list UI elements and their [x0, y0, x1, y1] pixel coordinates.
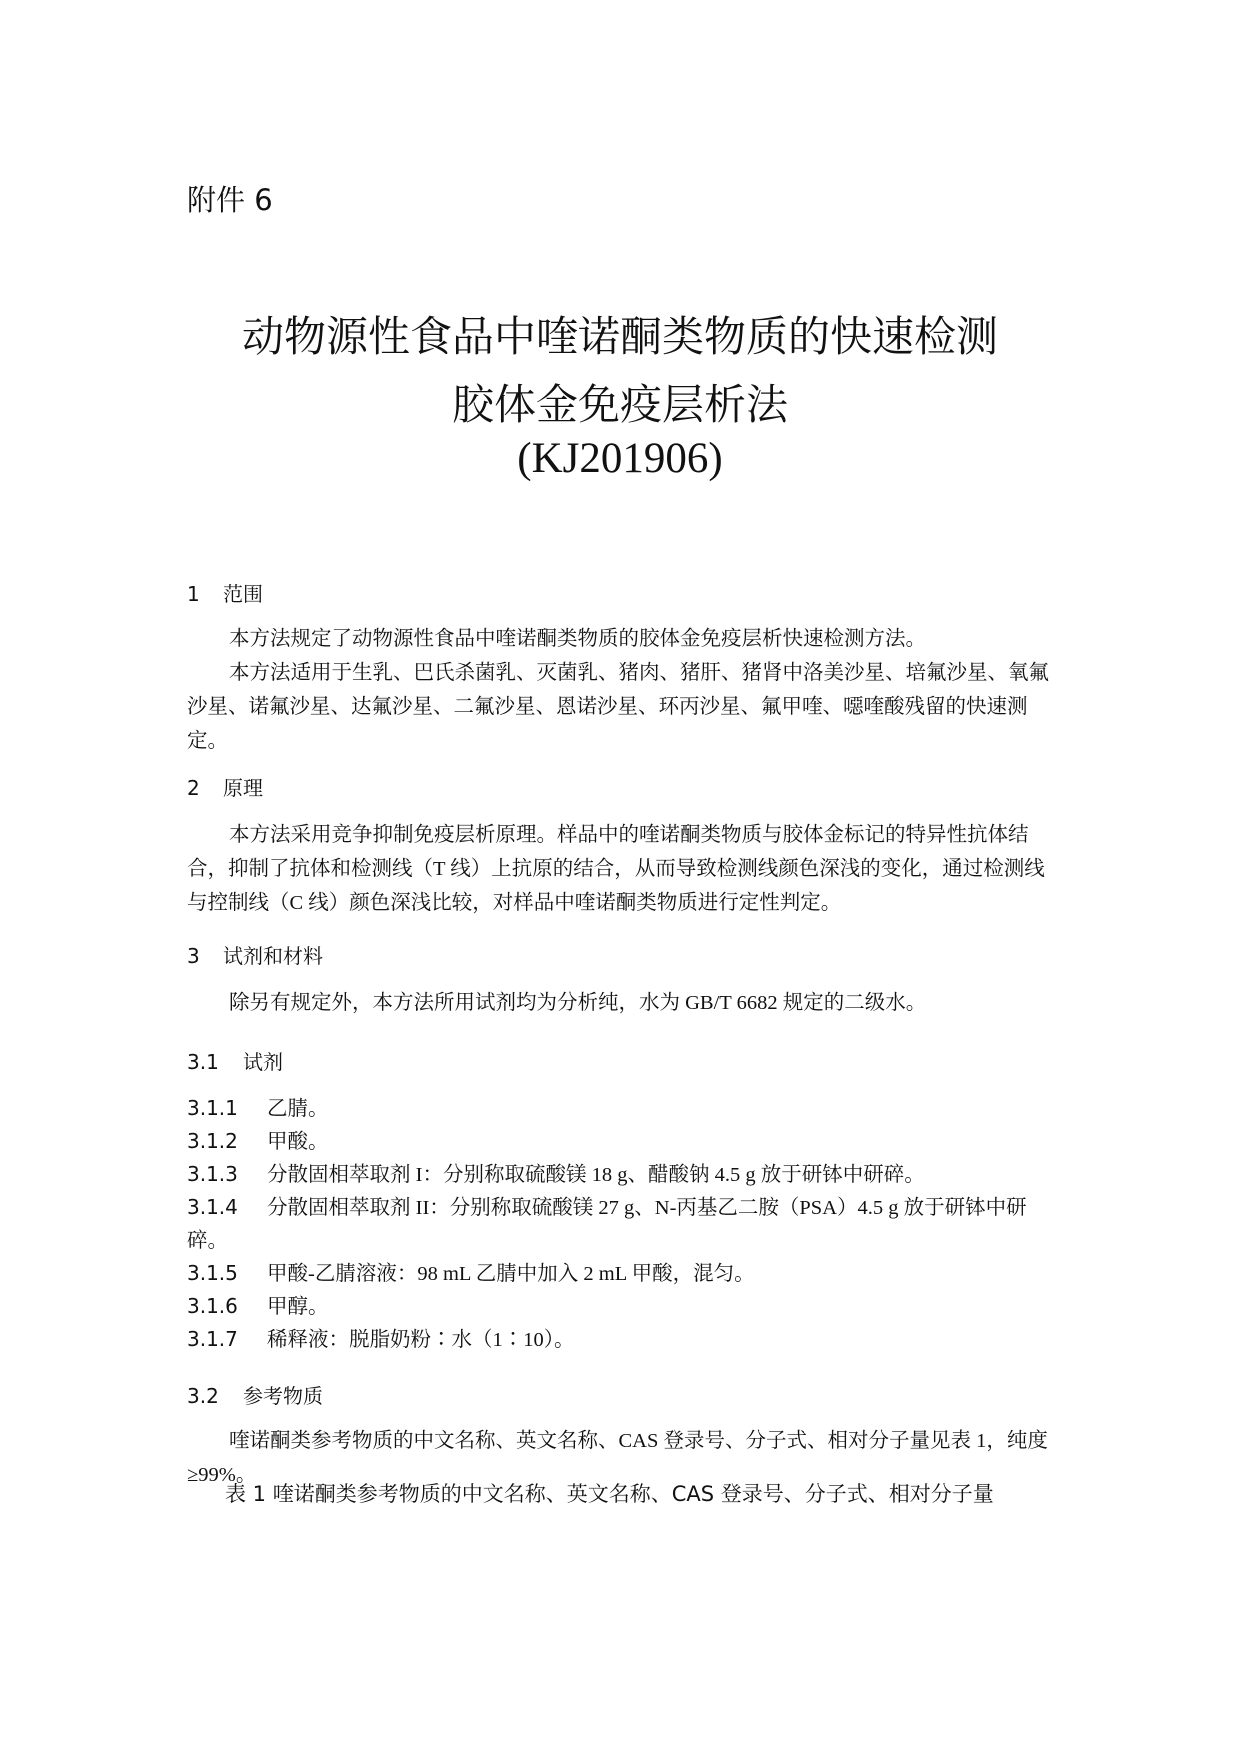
paragraph-text: 除另有规定外，本方法所用试剂均为分析纯，水为 GB/T 6682 规定的二级水。	[229, 992, 927, 1014]
reagent-item	[187, 1290, 1057, 1324]
reagent-item	[187, 1323, 1057, 1357]
paragraph-text: 本方法规定了动物源性食品中喹诺酮类物质的胶体金免疫层析快速检测方法。	[229, 628, 926, 650]
section-title: 原理	[223, 776, 263, 800]
reagent-item	[187, 1092, 1057, 1126]
section-number: 3	[187, 944, 200, 968]
section-number: 2	[187, 776, 200, 800]
reagent-item	[187, 1257, 1057, 1291]
section-1-paragraph-1	[187, 622, 1057, 656]
item-number: 3.1.7	[187, 1327, 238, 1351]
item-number: 3.1.4	[187, 1195, 238, 1219]
section-2-paragraph-1	[187, 818, 1057, 920]
reagent-item	[187, 1125, 1057, 1159]
item-text: 稀释液：脱脂奶粉∶水（1∶10）。	[267, 1329, 575, 1351]
item-text: 甲醇。	[267, 1296, 329, 1318]
section-2-heading	[187, 772, 263, 801]
section-1-paragraph-2	[187, 656, 1057, 758]
reagent-item	[187, 1191, 1057, 1258]
section-number: 3.1	[187, 1050, 219, 1074]
item-number: 3.1.2	[187, 1129, 238, 1153]
item-text: 甲酸。	[267, 1131, 329, 1153]
section-1-heading	[187, 578, 263, 607]
section-number: 1	[187, 582, 200, 606]
doc-title-line1: 动物源性食品中喹诺酮类物质的快速检测	[241, 312, 998, 361]
doc-title-line2: 胶体金免疫层析法	[451, 380, 788, 429]
section-3-paragraph-1	[187, 986, 1057, 1020]
section-title: 范围	[223, 582, 263, 606]
section-3-1-heading	[187, 1046, 283, 1075]
section-title: 试剂	[243, 1050, 283, 1074]
item-text: 乙腈。	[267, 1098, 329, 1120]
table-caption: 表 1 喹诺酮类参考物质的中文名称、英文名称、CAS 登录号、分子式、相对分子量	[225, 1482, 994, 1506]
item-number: 3.1.5	[187, 1261, 238, 1285]
doc-code: (KJ201906)	[517, 435, 723, 482]
section-3-heading	[187, 940, 323, 969]
item-text: 甲酸-乙腈溶液：98 mL 乙腈中加入 2 mL 甲酸，混匀。	[267, 1263, 755, 1285]
item-text: 分散固相萃取剂 I：分别称取硫酸镁 18 g、醋酸钠 4.5 g 放于研钵中研碎。	[267, 1164, 925, 1186]
item-text: 分散固相萃取剂 II：分别称取硫酸镁 27 g、N-丙基乙二胺（PSA）4.5 g 放于研钵中研碎。	[187, 1197, 1027, 1252]
section-3-2-heading	[187, 1380, 323, 1409]
reagent-item	[187, 1158, 1057, 1192]
section-title: 试剂和材料	[223, 944, 323, 968]
item-number: 3.1.6	[187, 1294, 238, 1318]
section-title: 参考物质	[243, 1384, 323, 1408]
paragraph-text: 喹诺酮类参考物质的中文名称、英文名称、CAS 登录号、分子式、相对分子量见表 1，纯度≥99%。	[187, 1430, 1048, 1486]
attachment-label: 附件 6	[187, 183, 273, 217]
item-number: 3.1.3	[187, 1162, 238, 1186]
paragraph-text: 本方法适用于生乳、巴氏杀菌乳、灭菌乳、猪肉、猪肝、猪肾中洛美沙星、培氟沙星、氧氟沙星、诺氟沙星、达氟沙星、二氟沙星、恩诺沙星、环丙沙星、氟甲喹、噁喹酸残留的快速测定。	[187, 662, 1049, 752]
item-number: 3.1.1	[187, 1096, 238, 1120]
section-number: 3.2	[187, 1384, 219, 1408]
paragraph-text: 本方法采用竞争抑制免疫层析原理。样品中的喹诺酮类物质与胶体金标记的特异性抗体结合，抑制了抗体和检测线（T 线）上抗原的结合，从而导致检测线颜色深浅的变化，通过检测线与控制线（C 线）颜色深浅比较，对样品中喹诺酮类物质进行定性判定。	[187, 824, 1045, 914]
